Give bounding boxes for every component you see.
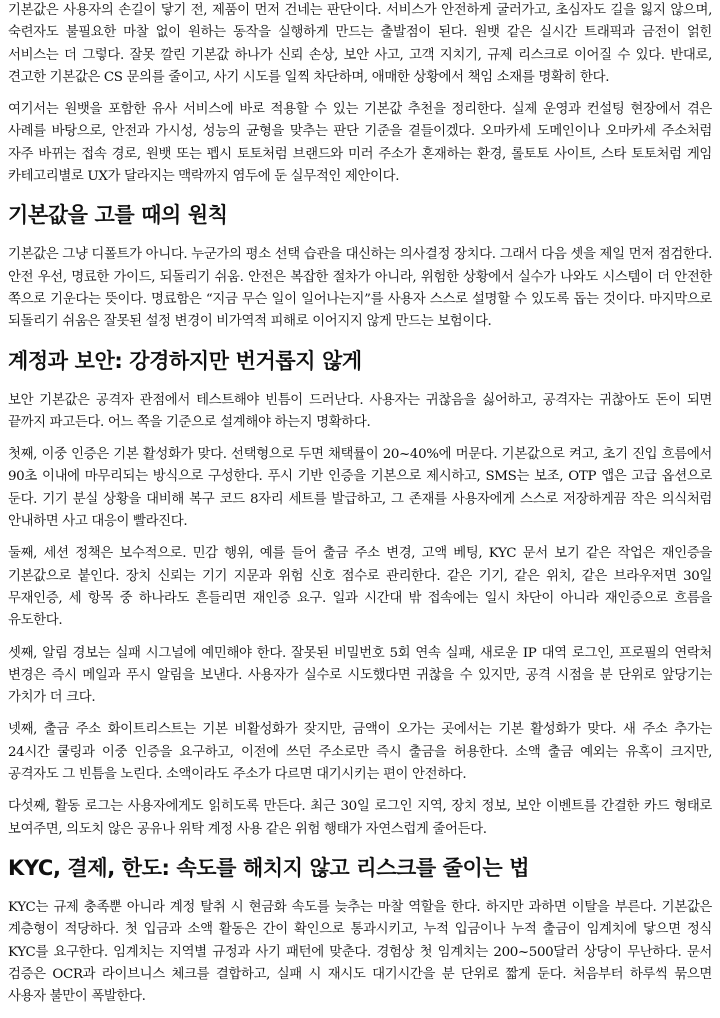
intro-paragraph-1: 기본값은 사용자의 손길이 닿기 전, 제품이 먼저 건네는 판단이다. 서비스가 안전하게 굴러가고, 초심자도 길을 잃지 않으며, 숙련자도 불필요한 마찰 없이 원하는 동작을 실행하게 만드는 출발점이 된다. 원뱃 같은 실시간 트래픽과 금전이 얽힌 서비스는 더 그렇다. 잘못 깔린 기본값 하나가 신뢰 손상, 보안 사고, 고객 지치기, 규제 리스크로 이어질 수 있다. 반대로, 견고한 기본값은 CS 문의를 줄이고, 사기 시도를 일찍 차단하며, 애매한 상황에서 책임 소재를 명확히 한다. <box>8 3 712 85</box>
security-paragraph-6: 다섯째, 활동 로그는 사용자에게도 읽히도록 만든다. 최근 30일 로그인 지역, 장치 정보, 보안 이벤트를 간결한 카드 형태로 보여주면, 의도치 않은 공유나 위탁 계정 사용 같은 위험 행태가 자연스럽게 줄어든다. <box>8 799 712 837</box>
security-paragraph-1: 보안 기본값은 공격자 관점에서 테스트해야 빈틈이 드러난다. 사용자는 귀찮음을 싫어하고, 공격자는 귀찮아도 돈이 되면 끝까지 파고든다. 어느 쪽을 기준으로 설계해야 하는지 명확하다. <box>8 392 712 430</box>
section-heading-principles: 기본값을 고를 때의 원칙 <box>8 203 228 228</box>
security-paragraph-5: 넷째, 출금 주소 화이트리스트는 기본 비활성화가 잦지만, 금액이 오가는 곳에서는 기본 활성화가 맞다. 새 주소 추가는 24시간 쿨링과 이중 인증을 요구하고, 이전에 쓰던 주소로만 즉시 출금을 허용한다. 소액 출금 예외는 유혹이 크지만, 공격자도 그 빈틈을 노린다. 소액이라도 주소가 다르면 대기시키는 편이 안전하다. <box>8 722 712 783</box>
intro-paragraph-2: 여기서는 원뱃을 포함한 유사 서비스에 바로 적용할 수 있는 기본값 추천을 정리한다. 실제 운영과 컨설팅 현장에서 겪은 사례를 바탕으로, 안전과 가시성, 성능의 균형을 맞추는 판단 기준을 곁들이겠다. 오마카세 도메인이나 오마카세 주소처럼 자주 바뀌는 접속 경로, 원뱃 또는 펩시 토토처럼 브랜드와 미러 주소가 혼재하는 환경, 롤토토 사이트, 스타 토토처럼 게임 카테고리별로 UX가 달라지는 맥락까지 염두에 둔 실무적인 제안이다. <box>8 102 712 185</box>
security-paragraph-3: 둘째, 세션 정책은 보수적으로. 민감 행위, 예를 들어 출금 주소 변경, 고액 베팅, KYC 문서 보기 같은 작업은 재인증을 기본값으로 붙인다. 장치 신뢰는 기기 지문과 위험 신호 점수로 관리한다. 같은 기기, 같은 위치, 같은 브라우저면 30일 무재인증, 세 항목 중 하나라도 흔들리면 재인증 요구. 일과 시간대 밖 접속에는 일시 차단이 아니라 재인증으로 흐름을 유도한다. <box>8 546 712 629</box>
section-heading-kyc: KYC, 결제, 한도: 속도를 해치지 않고 리스크를 줄이는 법 <box>8 855 530 880</box>
security-paragraph-4: 셋째, 알림 경보는 실패 시그널에 예민해야 한다. 잘못된 비밀번호 5회 연속 실패, 새로운 IP 대역 로그인, 프로필의 연락처 변경은 즉시 메일과 푸시 알림을 보낸다. 사용자가 실수로 시도했다면 귀찮을 수 있지만, 공격 시점을 분 단위로 앞당기는 가치가 더 크다. <box>8 645 712 706</box>
principles-paragraph-1: 기본값은 그냥 디폴트가 아니다. 누군가의 평소 선택 습관을 대신하는 의사결정 장치다. 그래서 다음 셋을 제일 먼저 점검한다. 안전 우선, 명료한 가이드, 되돌리기 쉬움. 안전은 복잡한 절차가 아니라, 위험한 상황에서 실수가 나와도 시스템이 더 안전한 쪽으로 기운다는 뜻이다. 명료함은 “지금 무슨 일이 일어나는지”를 사용자 스스로 설명할 수 있도록 돕는 것이다. 마지막으로 되돌리기 쉬움은 잘못된 설정 변경이 비가역적 피해로 이어지지 않게 만드는 보험이다. <box>8 247 712 330</box>
security-paragraph-2: 첫째, 이중 인증은 기본 활성화가 맞다. 선택형으로 두면 채택률이 20~40%에 머문다. 기본값으로 켜고, 초기 진입 흐름에서 90초 이내에 마무리되는 방식으로 구성한다. 푸시 기반 인증을 기본으로 제시하고, SMS는 보조, OTP 앱은 고급 옵션으로 둔다. 기기 분실 상황을 대비해 복구 코드 8자리 세트를 발급하고, 그 존재를 사용자에게 스스로 저장하게끔 작은 의식처럼 안내하면 사고 대응이 빨라진다. <box>8 447 712 530</box>
kyc-paragraph-1: KYC는 규제 충족뿐 아니라 계정 탈취 시 현금화 속도를 늦추는 마찰 역할을 한다. 하지만 과하면 이탈을 부른다. 기본값은 계층형이 적당하다. 첫 입금과 소액 활동은 간이 확인으로 통과시키고, 누적 입금이나 누적 출금이 임계치에 닿으면 정식 KYC를 요구한다. 임계치는 지역별 규정과 사기 패턴에 맞춘다. 경험상 첫 임계치는 200~500달러 상당이 무난하다. 문서 검증은 OCR과 라이브니스 체크를 결합하고, 실패 시 재시도 대기시간을 분 단위로 짧게 둔다. 처음부터 하루씩 묶으면 사용자 불만이 폭발한다. <box>8 899 712 1005</box>
section-heading-security: 계정과 보안: 강경하지만 번거롭지 않게 <box>8 348 362 373</box>
document-body <box>8 0 712 1018</box>
